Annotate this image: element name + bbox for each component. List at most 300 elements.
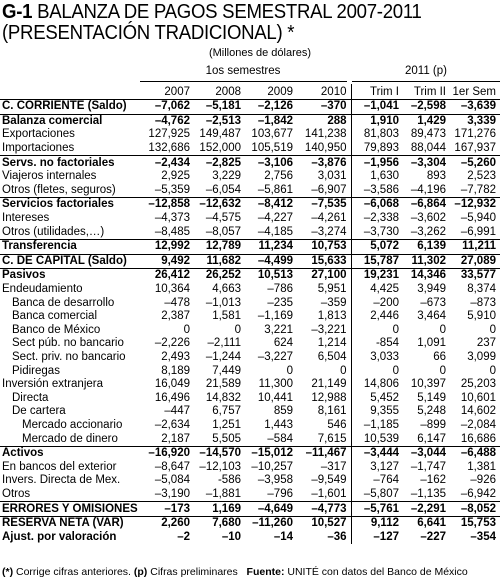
cell-value: –11,467	[297, 446, 351, 460]
cell-value: 7,680	[194, 516, 245, 530]
cell-value: 546	[327, 418, 347, 431]
row-label: C. CORRIENTE (Saldo)	[0, 100, 140, 115]
footnotes	[2, 566, 498, 578]
row-label: Activos	[0, 446, 140, 460]
cell-value: 16,049	[154, 378, 190, 391]
cell-value: 237	[476, 337, 496, 350]
row-label: C. DE CAPITAL (Saldo)	[0, 254, 140, 269]
cell-value: -586	[217, 474, 241, 487]
row-label: Pasivos	[0, 269, 140, 283]
cell-value: –5,181	[194, 100, 245, 115]
row-label: Mercado de dinero	[22, 432, 118, 445]
row-label: Ajust. por valoración	[2, 530, 117, 543]
cell-value: 14,806	[351, 378, 403, 392]
source-text: UNITÉ con datos del Banco de México	[284, 566, 468, 578]
cell-value: 15,787	[351, 254, 403, 269]
table-row	[0, 212, 500, 226]
cell-value: –1,013	[205, 296, 241, 309]
cell-value: 3,229	[212, 170, 241, 183]
row-label: Viajeros internales	[2, 170, 97, 183]
cell-value: 171,276	[454, 128, 496, 141]
row-label: Mercado accionario	[22, 418, 123, 431]
cell-value: –359	[320, 296, 347, 309]
cell-value: 1,214	[317, 337, 347, 350]
cell-value: 3,464	[417, 310, 446, 323]
row-label: Transferencia	[0, 239, 140, 254]
cell-value: –926	[470, 474, 496, 487]
cell-value: –3,958	[257, 474, 293, 487]
table-row	[0, 337, 500, 351]
cell-value: –5,359	[154, 183, 190, 196]
cell-value: 6,147	[417, 432, 446, 445]
cell-value: 16,686	[460, 432, 496, 445]
cell-value: 2,187	[161, 432, 190, 445]
cell-value: 12,789	[194, 239, 245, 254]
cell-value: –1,185	[351, 419, 403, 433]
cell-value: –2,226	[154, 337, 190, 350]
cell-value: 0	[183, 323, 190, 336]
cell-value: –447	[164, 405, 190, 418]
note-key-preliminary: (p)	[133, 566, 148, 578]
cell-value: –786	[267, 283, 293, 296]
cell-value: 10,513	[245, 269, 297, 283]
cell-value: 3,031	[317, 170, 347, 183]
table-row	[0, 351, 500, 365]
cell-value: 19,231	[351, 269, 403, 283]
cell-value: 1,443	[264, 418, 293, 431]
cell-value: –8,647	[154, 460, 190, 473]
table-row	[0, 432, 500, 446]
table-row	[0, 269, 500, 283]
cell-value: –1,169	[257, 310, 293, 323]
cell-value: 5,910	[467, 310, 496, 323]
cell-value: –2,126	[245, 100, 297, 115]
cell-value: 149,487	[199, 128, 241, 141]
cell-value: 3,949	[417, 283, 446, 296]
cell-value: –2,291	[403, 502, 450, 517]
cell-value: 8,161	[317, 405, 347, 418]
cell-value: –3,876	[297, 156, 351, 170]
table-row	[0, 364, 500, 378]
cell-value: 0	[489, 323, 496, 336]
cell-value: 79,893	[351, 142, 403, 156]
cell-value: –1,041	[351, 100, 403, 115]
cell-value: 12,988	[311, 391, 347, 404]
row-label: Banca de desarrollo	[12, 296, 115, 309]
cell-value: –235	[267, 296, 293, 309]
table-row	[0, 474, 500, 488]
table-row	[0, 100, 500, 115]
row-label: Exportaciones	[2, 128, 75, 141]
cell-value: 0	[286, 364, 293, 377]
row-label: Endeudamiento	[2, 283, 83, 296]
cell-value: 10,753	[297, 239, 351, 254]
cell-value: –3,221	[311, 323, 347, 336]
cell-value: 14,346	[403, 269, 450, 283]
title-line-2: (PRESENTACIÓN TRADICIONAL) *	[2, 22, 295, 44]
cell-value: 10,397	[410, 378, 446, 391]
cell-value: –14,570	[194, 446, 245, 460]
col-header: 2010	[320, 85, 347, 98]
table-row	[0, 225, 500, 239]
cell-value: –354	[470, 530, 496, 543]
cell-value: 16,496	[154, 391, 190, 404]
graph-id: G-1	[2, 1, 33, 23]
row-label: Importaciones	[2, 142, 75, 155]
cell-value: –10,257	[251, 460, 293, 473]
cell-value: 14,832	[205, 391, 241, 404]
cell-value: 11,682	[194, 254, 245, 269]
cell-value: –3,044	[403, 446, 450, 460]
cell-value: –3,639	[450, 100, 500, 115]
cell-value: 127,925	[148, 128, 190, 141]
cell-value: 11,234	[245, 239, 297, 254]
row-label: Banco de México	[12, 323, 101, 336]
cell-value: –370	[297, 100, 351, 115]
table-row	[0, 310, 500, 324]
cell-value: 9,112	[351, 516, 403, 530]
cell-value: –3,304	[403, 156, 450, 170]
cell-value: –6,054	[205, 183, 241, 196]
cell-value: –3,227	[257, 350, 293, 363]
cell-value: 88,044	[410, 142, 446, 155]
cell-value: 27,089	[450, 254, 500, 269]
table-row	[0, 488, 500, 502]
cell-value: –127	[351, 530, 403, 544]
cell-value: –9,549	[311, 474, 347, 487]
cell-value: –2,634	[154, 418, 190, 431]
cell-value: –6,942	[460, 487, 496, 500]
cell-value: 1,169	[194, 502, 245, 517]
cell-value: 6,757	[212, 405, 241, 418]
col-header: Trim II	[413, 85, 446, 98]
title-line-1	[2, 2, 463, 23]
cell-value: 2,446	[351, 310, 403, 324]
col-header: Trim I	[351, 84, 403, 100]
table-row	[0, 419, 500, 433]
table-row	[0, 405, 500, 419]
cell-value: 5,452	[351, 391, 403, 405]
cell-value: 1,581	[212, 310, 241, 323]
cell-value: 33,577	[450, 269, 500, 283]
cell-value: 21,589	[205, 378, 241, 391]
table-row	[0, 142, 500, 156]
cell-value: 7,449	[212, 364, 241, 377]
cell-value: –8,057	[205, 225, 241, 238]
cell-value: –4,373	[154, 212, 190, 225]
cell-value: –4,762	[140, 114, 194, 128]
cell-value: 3,221	[264, 323, 293, 336]
cell-value: –6,864	[403, 198, 450, 212]
cell-value: –162	[420, 474, 446, 487]
cell-value: –6,068	[351, 198, 403, 212]
cell-value: –11,260	[245, 516, 297, 530]
cell-value: 10,601	[460, 391, 496, 404]
cell-value: –8,052	[450, 502, 500, 517]
cell-value: 103,677	[251, 128, 293, 141]
cell-value: –3,274	[311, 225, 347, 238]
cell-value: –4,499	[245, 254, 297, 269]
row-label: Inversión extranjera	[2, 378, 103, 391]
semesters-group-label: 1os semestres	[205, 65, 281, 77]
cell-value: –227	[420, 530, 446, 543]
cell-value: –7,535	[297, 198, 351, 212]
cell-value: 5,149	[417, 391, 446, 404]
cell-value: –873	[470, 296, 496, 309]
cell-value: –5,807	[351, 488, 403, 502]
cell-value: 7,615	[317, 432, 347, 445]
cell-value: 152,000	[199, 142, 241, 155]
table-row	[0, 446, 500, 460]
cell-value: 3,127	[351, 460, 403, 474]
cell-value: 27,100	[297, 269, 351, 283]
year-2011-group-label: 2011 (p)	[405, 65, 447, 77]
col-header: 1er Sem	[452, 85, 496, 98]
cell-value: 6,139	[403, 239, 450, 254]
page-title	[2, 2, 463, 44]
col-header: 2009	[267, 85, 293, 98]
cell-value: –796	[267, 487, 293, 500]
cell-value: -854	[351, 337, 403, 351]
cell-value: –8,412	[245, 198, 297, 212]
table-row	[0, 296, 500, 310]
cell-value: 3,339	[450, 114, 500, 128]
cell-value: 6,641	[403, 516, 450, 530]
cell-value: 0	[439, 323, 446, 336]
cell-value: 132,686	[148, 142, 190, 155]
cell-value: –16,920	[140, 446, 194, 460]
cell-value: –2	[177, 530, 190, 543]
cell-value: 9,492	[140, 254, 194, 269]
cell-value: 10,441	[257, 391, 293, 404]
cell-value: 11,211	[450, 239, 500, 254]
cell-value: 0	[351, 364, 403, 378]
table-row	[0, 184, 500, 198]
cell-value: –2,825	[194, 156, 245, 170]
cell-value: 66	[433, 350, 446, 363]
cell-value: 2,523	[467, 170, 496, 183]
cell-value: –7,062	[140, 100, 194, 115]
row-label: Pidiregas	[12, 364, 60, 377]
cell-value: –15,012	[245, 446, 297, 460]
header-blank	[0, 84, 140, 100]
cell-value: 0	[340, 364, 347, 377]
row-label: Sect púb. no bancario	[12, 337, 124, 350]
cell-value: 1,813	[317, 310, 347, 323]
cell-value: –12,858	[140, 198, 194, 212]
cell-value: –8,485	[154, 225, 190, 238]
cell-value: –5,084	[154, 474, 190, 487]
cell-value: 10,364	[154, 283, 190, 296]
table-row	[0, 324, 500, 338]
cell-value: 12,992	[140, 239, 194, 254]
row-label: Otros (fletes, seguros)	[2, 183, 116, 196]
cell-value: –14	[273, 530, 293, 543]
row-label: Banca comercial	[12, 310, 98, 323]
cell-value: 3,033	[351, 351, 403, 365]
cell-value: 1,630	[351, 170, 403, 184]
cell-value: 14,602	[460, 405, 496, 418]
cell-value: 0	[439, 364, 446, 377]
table-row	[0, 239, 500, 254]
cell-value: 89,473	[410, 128, 446, 141]
cell-value: –12,932	[450, 198, 500, 212]
cell-value: –6,488	[450, 446, 500, 460]
row-label: Sect. priv. no bancario	[12, 350, 126, 363]
cell-value: –10	[221, 530, 241, 543]
cell-value: 288	[297, 114, 351, 128]
cell-value: –584	[267, 432, 293, 445]
cell-value: –5,861	[257, 183, 293, 196]
col-header: 2008	[215, 85, 241, 98]
row-label: Directa	[12, 391, 49, 404]
cell-value: –4,196	[410, 183, 446, 196]
cell-value: 2,387	[161, 310, 190, 323]
table-row	[0, 391, 500, 405]
cell-value: –3,444	[351, 446, 403, 460]
cell-value: 4,425	[351, 283, 403, 297]
cell-value: –899	[420, 418, 446, 431]
table-row	[0, 516, 500, 530]
cell-value: 5,951	[317, 283, 347, 296]
cell-value: –3,106	[245, 156, 297, 170]
table-row	[0, 170, 500, 184]
cell-value: –2,111	[207, 337, 241, 350]
cell-value: 1,429	[403, 114, 450, 128]
cell-value: 15,753	[450, 516, 500, 530]
cell-value: –12,632	[194, 198, 245, 212]
cell-value: –2,084	[460, 418, 496, 431]
row-label: Intereses	[2, 212, 50, 225]
table-row	[0, 128, 500, 142]
cell-value: 4,663	[212, 283, 241, 296]
row-label: Otros	[2, 487, 31, 500]
cell-value: –4,185	[257, 225, 293, 238]
cell-value: 2,493	[161, 350, 190, 363]
cell-value: –4,649	[245, 502, 297, 517]
table-row	[0, 502, 500, 517]
cell-value: –1,244	[205, 350, 241, 363]
row-label: Servicios factoriales	[0, 198, 140, 212]
cell-value: 21,149	[311, 378, 347, 391]
table-row	[0, 460, 500, 474]
balance-table	[0, 84, 500, 544]
cell-value: –3,602	[410, 212, 446, 225]
cell-value: –3,262	[410, 225, 446, 238]
cell-value: 167,937	[454, 142, 496, 155]
cell-value: 25,203	[460, 378, 496, 391]
cell-value: –764	[351, 474, 403, 488]
table-row	[0, 114, 500, 128]
table-row	[0, 283, 500, 297]
cell-value: 0	[489, 364, 496, 377]
cell-value: 624	[273, 337, 293, 350]
col-header: 2007	[164, 85, 190, 98]
note-text-corrections: Corrige cifras anteriores.	[13, 566, 134, 578]
cell-value: 0	[351, 324, 403, 338]
row-label: Balanza comercial	[0, 114, 140, 128]
cell-value: 141,238	[304, 128, 347, 141]
cell-value: 1,381	[467, 460, 496, 473]
cell-value: 10,539	[351, 432, 403, 446]
cell-value: –1,956	[351, 156, 403, 170]
row-label: RESERVA NETA (VAR)	[0, 516, 140, 530]
cell-value: –317	[320, 460, 347, 473]
row-label: De cartera	[12, 405, 66, 418]
cell-value: –173	[140, 502, 194, 517]
table-row	[0, 530, 500, 544]
cell-value: 11,302	[403, 254, 450, 269]
cell-value: 3,099	[467, 350, 496, 363]
cell-value: –1,601	[311, 487, 347, 500]
table-row	[0, 198, 500, 212]
cell-value: 9,355	[351, 405, 403, 419]
cell-value: 2,925	[161, 170, 190, 183]
cell-value: 81,803	[351, 128, 403, 142]
cell-value: –1,747	[410, 460, 446, 473]
cell-value: 1,251	[212, 418, 241, 431]
note-text-preliminary: Cifras preliminares	[147, 566, 238, 578]
cell-value: –1,842	[245, 114, 297, 128]
cell-value: –7,782	[460, 183, 496, 196]
cell-value: –12,103	[199, 460, 241, 473]
table-row	[0, 254, 500, 269]
cell-value: 8,189	[161, 364, 190, 377]
cell-value: –4,773	[297, 502, 351, 517]
cell-value: –673	[420, 296, 446, 309]
source-key: Fuente:	[246, 566, 285, 578]
cell-value: –1,135	[410, 487, 446, 500]
cell-value: 5,072	[351, 239, 403, 254]
cell-value: 859	[273, 405, 293, 418]
units-label: (Millones de dólares)	[208, 47, 312, 59]
cell-value: –5,761	[351, 502, 403, 517]
cell-value: 15,633	[297, 254, 351, 269]
cell-value: 1,910	[351, 114, 403, 128]
cell-value: 1,091	[417, 337, 446, 350]
cell-value: –6,991	[460, 225, 496, 238]
cell-value: 0	[234, 323, 241, 336]
cell-value: 26,252	[194, 269, 245, 283]
cell-value: –3,730	[351, 225, 403, 239]
cell-value: 5,248	[417, 405, 446, 418]
cell-value: –2,338	[351, 212, 403, 226]
semesters-underline	[140, 81, 347, 82]
cell-value: –2,513	[194, 114, 245, 128]
row-label: Servs. no factoriales	[0, 156, 140, 170]
cell-value: –478	[164, 296, 190, 309]
cell-value: –36	[327, 530, 347, 543]
cell-value: –5,260	[450, 156, 500, 170]
cell-value: –6,907	[311, 183, 347, 196]
cell-value: –4,227	[257, 212, 293, 225]
year-2011-underline	[352, 81, 500, 82]
cell-value: 8,374	[467, 283, 496, 296]
cell-value: –200	[351, 296, 403, 310]
cell-value: 26,412	[140, 269, 194, 283]
cell-value: –4,261	[311, 212, 347, 225]
table-row	[0, 156, 500, 170]
cell-value: –4,575	[205, 212, 241, 225]
cell-value: 2,260	[140, 516, 194, 530]
cell-value: 893	[426, 170, 446, 183]
cell-value: 105,519	[251, 142, 293, 155]
cell-value: –3,586	[351, 184, 403, 198]
title-main: BALANZA DE PAGOS SEMESTRAL 2007-2011	[37, 1, 422, 23]
column-header-row	[0, 84, 500, 100]
cell-value: –2,598	[403, 100, 450, 115]
cell-value: 140,950	[304, 142, 347, 155]
